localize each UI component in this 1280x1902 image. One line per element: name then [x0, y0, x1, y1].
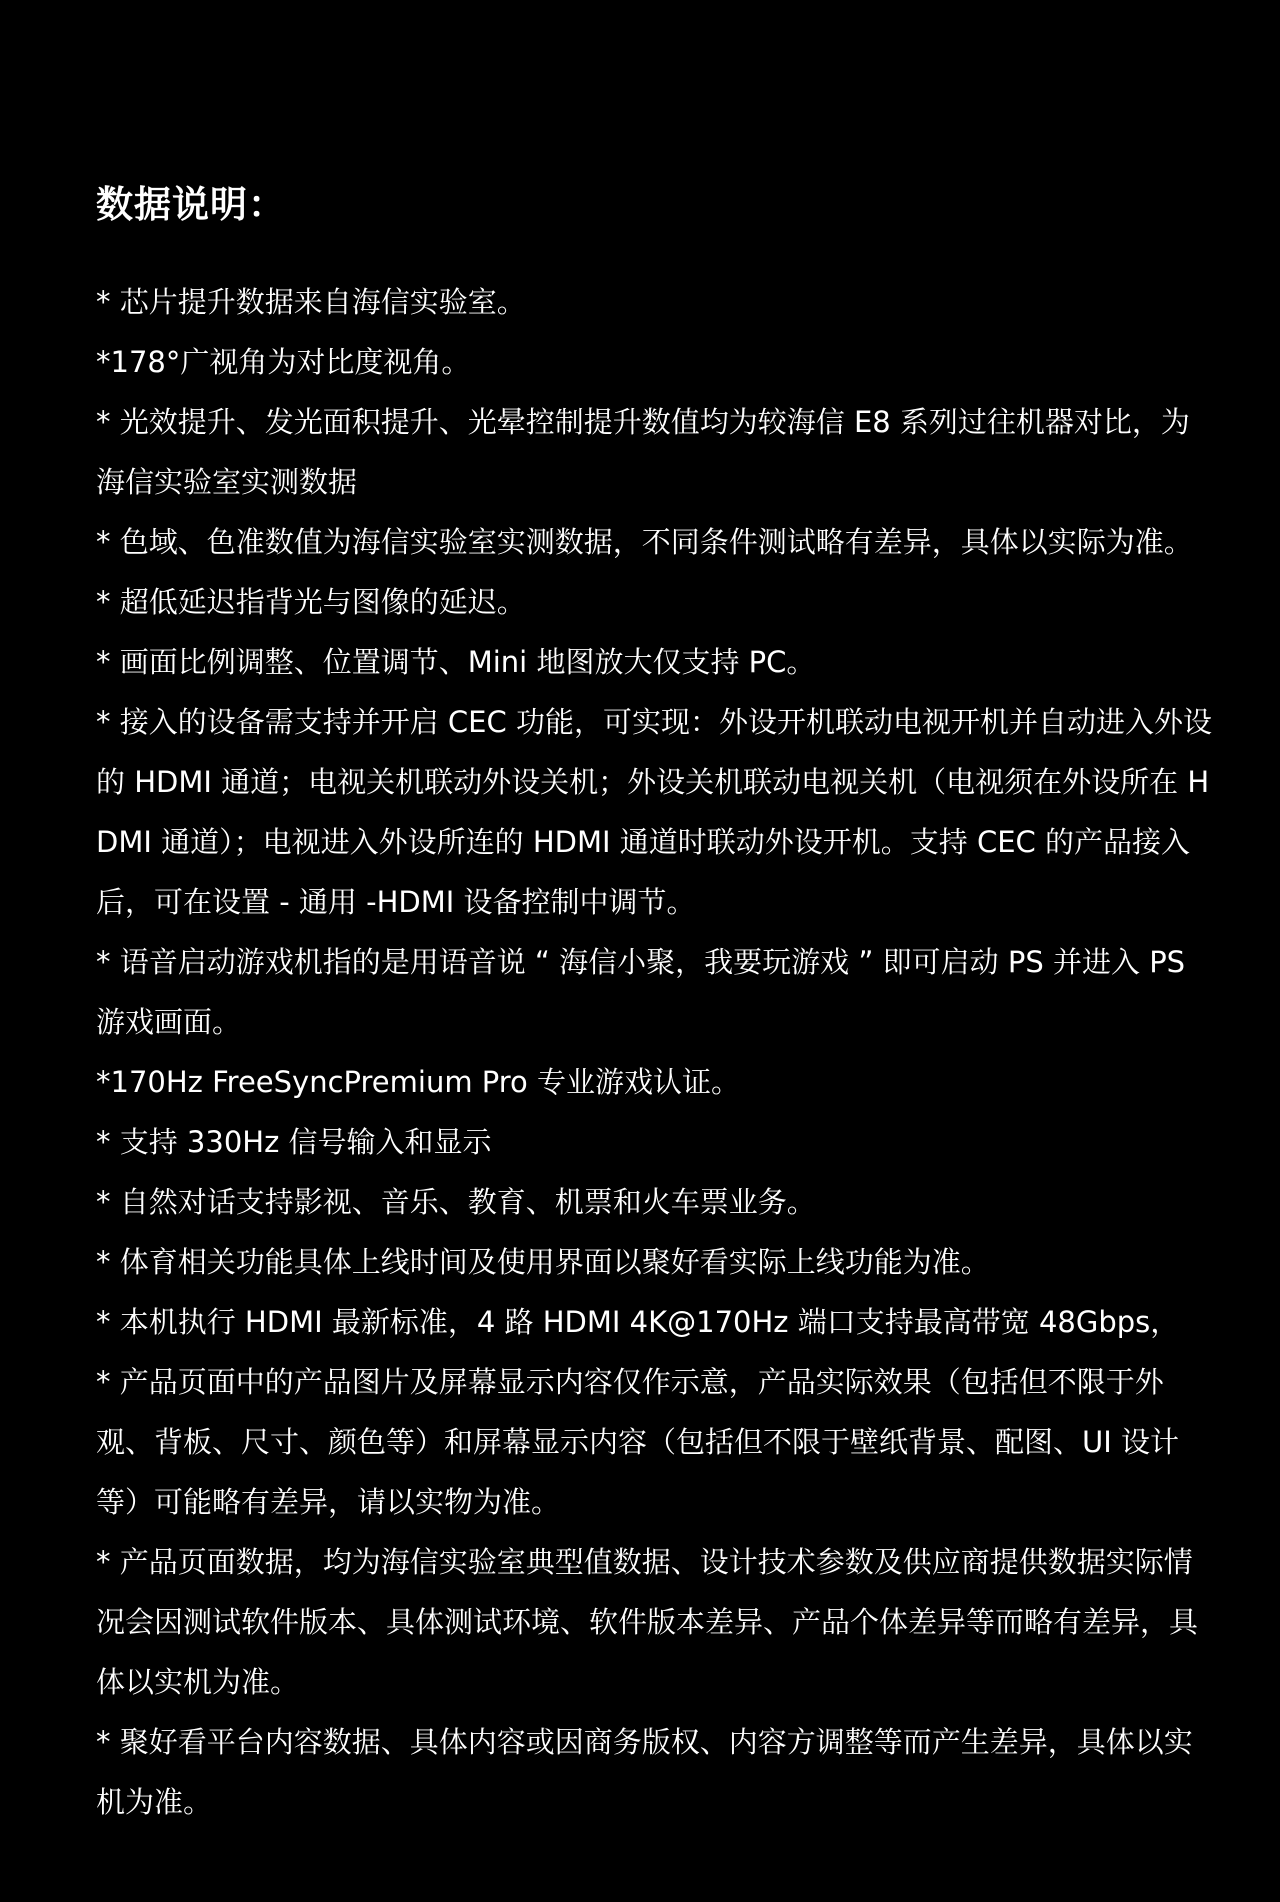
note-viewing-angle: *178°广视角为对比度视角。: [96, 345, 471, 379]
note-aspect-ratio: * 画面比例调整、位置调节、Mini 地图放大仅支持 PC。: [96, 645, 816, 679]
note-sports: * 体育相关功能具体上线时间及使用界面以聚好看实际上线功能为准。: [96, 1245, 990, 1279]
page-title: 数据说明：: [96, 183, 286, 226]
note-freesync: *170Hz FreeSyncPremium Pro 专业游戏认证。: [96, 1065, 741, 1099]
note-product-images: * 产品页面中的产品图片及屏幕显示内容仅作示意，产品实际效果（包括但不限于外观、背板、尺寸、颜色等）和屏幕显示内容（包括但不限于壁纸背景、配图、UI 设计等）可能略有差异，请以实物为准。: [96, 1365, 1179, 1519]
note-color-gamut: * 色域、色准数值为海信实验室实测数据，不同条件测试略有差异，具体以实际为准。: [96, 525, 1193, 559]
note-light-efficiency: * 光效提升、发光面积提升、光晕控制提升数值均为较海信 E8 系列过往机器对比，为海信实验室实测数据: [96, 405, 1190, 499]
notes-list: [96, 272, 1216, 1832]
note-330hz: * 支持 330Hz 信号输入和显示: [96, 1125, 492, 1159]
note-product-data: * 产品页面数据，均为海信实验室典型值数据、设计技术参数及供应商提供数据实际情况会因测试软件版本、具体测试环境、软件版本差异、产品个体差异等而略有差异，具体以实机为准。: [96, 1545, 1199, 1699]
data-notes-section: [96, 178, 1216, 1832]
note-cec: * 接入的设备需支持并开启 CEC 功能，可实现：外设开机联动电视开机并自动进入外设的 HDMI 通道；电视关机联动外设关机；外设关机联动电视关机（电视须在外设所在 HDMI 通道）；电视进入外设所连的 HDMI 通道时联动外设开机。支持 CEC 的产品接入后，可在设置 - 通用 -HDMI 设备控制中调节。: [96, 705, 1212, 919]
note-hdmi: * 本机执行 HDMI 最新标准，4 路 HDMI 4K@170Hz 端口支持最高带宽 48Gbps，: [96, 1305, 1180, 1339]
note-voice-game: * 语音启动游戏机指的是用语音说 “ 海信小聚，我要玩游戏 ” 即可启动 PS 并进入 PS 游戏画面。: [96, 945, 1186, 1039]
note-low-latency: * 超低延迟指背光与图像的延迟。: [96, 585, 526, 619]
note-chip-data: * 芯片提升数据来自海信实验室。: [96, 285, 526, 319]
note-platform-content: * 聚好看平台内容数据、具体内容或因商务版权、内容方调整等而产生差异，具体以实机为准。: [96, 1725, 1193, 1819]
note-natural-dialogue: * 自然对话支持影视、音乐、教育、机票和火车票业务。: [96, 1185, 816, 1219]
